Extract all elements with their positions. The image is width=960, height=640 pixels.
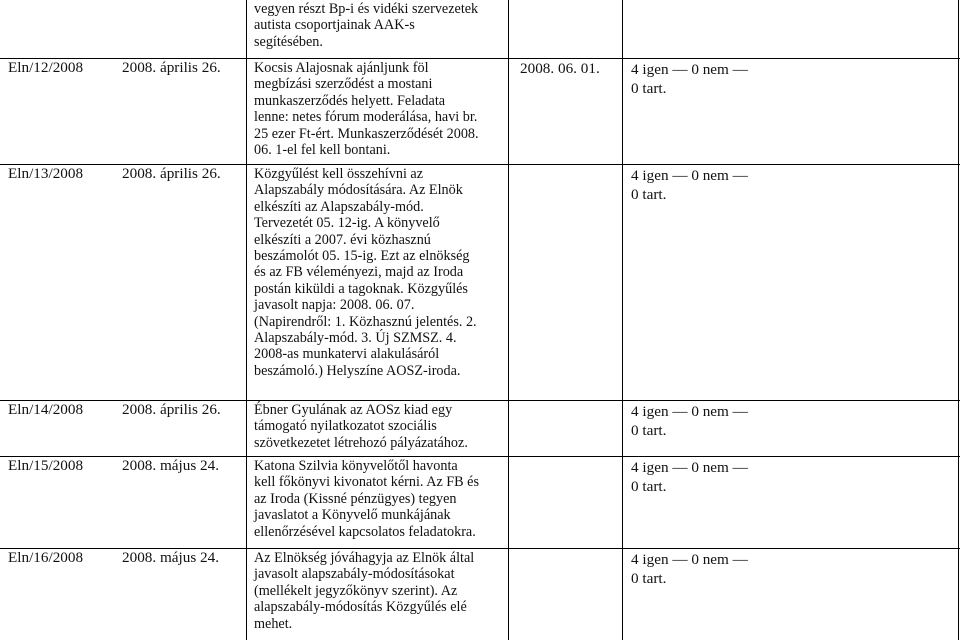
description-line: Alapszabály módosítására. Az Elnök [254,182,463,199]
description-line: mehet. [254,615,293,632]
vote-line: 4 igen — 0 nem — [631,459,748,476]
vote-line: 0 tart. [631,478,667,495]
description-line: és az FB véleményezi, majd az Iroda [254,264,464,281]
resolution-id: Eln/14/2008 [8,401,84,418]
resolution-id: Eln/15/2008 [8,457,84,474]
resolution-date: 2008. április 26. [122,165,221,182]
column-divider [958,0,959,640]
description-line: (mellékelt jegyzőkönyv szerint). Az [254,582,458,599]
description-line: alapszabály-módosítás Közgyűlés elé [254,599,467,616]
vote-result [631,166,748,204]
resolution-description [254,166,477,379]
description-line: 06. 1-el fel kell bontani. [254,142,391,159]
description-line: (Napirendről: 1. Közhasznú jelentés. 2. [254,313,477,330]
vote-result [631,458,748,496]
description-line: az Iroda (Kissné pénzügyes) tegyen [254,490,457,507]
description-line: segítésében. [254,33,323,50]
description-line: lenne: netes fórum moderálása, havi br. [254,109,478,126]
resolution-description [254,458,479,540]
description-line: elkészíti az Alapszabály-mód. [254,198,424,215]
vote-line: 4 igen — 0 nem — [631,551,748,568]
description-line: Közgyűlést kell összehívni az [254,166,424,182]
description-line: Katona Szilvia könyvelőtől havonta [254,458,458,474]
vote-result [631,550,748,588]
description-line: munkaszerződés helyett. Feladata [254,92,446,109]
vote-result [631,60,748,98]
description-line: kell főkönyvi kivonatot kérni. Az FB és [254,474,480,491]
description-line: Ébner Gyulának az AOSz kiad egy [254,402,453,418]
description-line: elkészíti a 2007. évi közhasznú [254,231,431,248]
description-line: beszámolót 05. 15-ig. Ezt az elnökség [254,248,470,265]
description-line: Az Elnökség jóváhagyja az Elnök által [254,550,475,566]
vote-line: 0 tart. [631,422,667,439]
column-divider [508,0,509,640]
resolution-description [254,402,468,451]
description-line: Alapszabály-mód. 3. Új SZMSZ. 4. [254,330,457,347]
description-line: támogató nyilatkozatot szociális [254,418,437,435]
resolution-date: 2008. április 26. [122,401,221,418]
description-line: Tervezetét 05. 12-ig. A könyvelő [254,215,440,232]
vote-line: 4 igen — 0 nem — [631,61,748,78]
resolution-id: Eln/13/2008 [8,165,84,182]
description-line: vegyen részt Bp-i és vidéki szervezetek [254,1,479,17]
description-line: autista csoportjainak AAK-s [254,17,415,34]
description-line: postán kiküldi a tagoknak. Közgyűlés [254,280,468,297]
resolution-description [254,550,474,632]
description-line: szövetkezetet létrehozó pályázatához. [254,434,468,451]
resolution-id: Eln/12/2008 [8,59,84,76]
resolution-date: 2008. május 24. [122,457,220,474]
description-line: 2008-as munkatervi alakulásáról [254,346,440,363]
column-divider [622,0,623,640]
description-line: 25 ezer Ft-ért. Munkaszerződését 2008. [254,125,479,142]
vote-line: 0 tart. [631,570,667,587]
resolution-deadline: 2008. 06. 01. [520,60,600,77]
vote-line: 4 igen — 0 nem — [631,403,748,420]
resolution-date: 2008. április 26. [122,59,221,76]
vote-line: 0 tart. [631,186,667,203]
resolution-description [254,60,479,158]
description-line: javasolt napja: 2008. 06. 07. [254,297,415,314]
vote-result [631,402,748,440]
description-line: ellenőrzésével kapcsolatos feladatokra. [254,523,476,540]
vote-line: 4 igen — 0 nem — [631,167,748,184]
column-divider [246,0,247,640]
vote-line: 0 tart. [631,80,667,97]
resolution-description [254,1,478,50]
description-line: javaslatot a Könyvelő munkájának [254,507,451,524]
resolution-id: Eln/16/2008 [8,549,84,566]
description-line: Kocsis Alajosnak ajánljunk föl [254,60,429,76]
description-line: beszámoló.) Helyszíne AOSZ-iroda. [254,362,461,379]
description-line: javasolt alapszabály-módosításokat [254,566,455,583]
resolution-date: 2008. május 24. [122,549,220,566]
description-line: megbízási szerződést a mostani [254,76,433,93]
